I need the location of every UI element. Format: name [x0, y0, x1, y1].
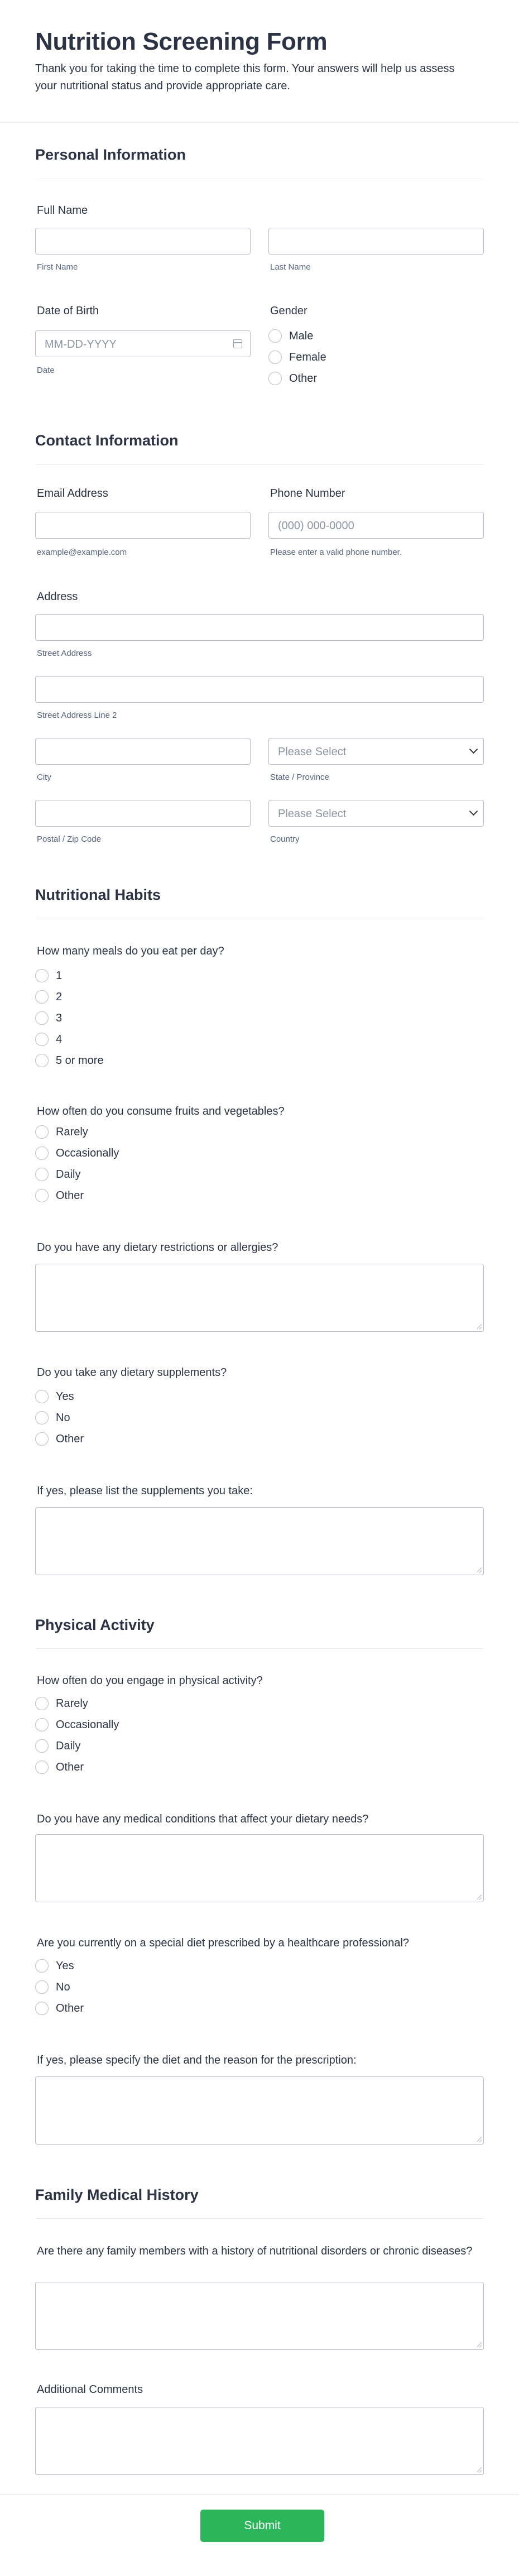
- section-heading-habits: Nutritional Habits: [35, 886, 161, 903]
- supplements-option-label: No: [56, 1412, 70, 1424]
- state-select[interactable]: [268, 738, 484, 765]
- section-divider: [35, 464, 484, 465]
- conditions-label: Do you have any medical conditions that affect your dietary needs?: [37, 1813, 369, 1825]
- meals-option-label: 4: [56, 1033, 63, 1045]
- calendar-icon[interactable]: [233, 339, 242, 348]
- fruits-label: How often do you consume fruits and vegetables?: [37, 1105, 285, 1117]
- address-label: Address: [37, 591, 78, 603]
- supplements-list-label: If yes, please list the supplements you take:: [37, 1485, 253, 1497]
- family-history-label: Are there any family members with a history of nutritional disorders or chronic diseases?: [37, 2245, 473, 2257]
- phone-sublabel: Please enter a valid phone number.: [270, 548, 402, 557]
- resize-handle-icon[interactable]: [476, 1324, 482, 1330]
- section-heading-contact: Contact Information: [35, 432, 179, 449]
- dob-placeholder: MM-DD-YYYY: [45, 338, 117, 351]
- header-divider: [0, 122, 519, 123]
- phone-placeholder: (000) 000-0000: [278, 520, 354, 532]
- conditions-textarea[interactable]: [35, 1834, 484, 1902]
- fruits-option-label: Other: [56, 1189, 84, 1202]
- activity-frequency-label: How often do you engage in physical activity?: [37, 1675, 263, 1687]
- activity-option-label: Daily: [56, 1740, 81, 1752]
- phone-input[interactable]: [268, 512, 484, 539]
- fruits-option-label: Occasionally: [56, 1147, 119, 1159]
- chevron-down-icon: [469, 807, 478, 816]
- special-diet-option-label: Other: [56, 2002, 84, 2014]
- street-address-line2-sublabel: Street Address Line 2: [37, 711, 117, 720]
- email-label: Email Address: [37, 487, 108, 500]
- activity-radio-daily[interactable]: [35, 1739, 49, 1753]
- special-diet-option-label: Yes: [56, 1960, 74, 1972]
- city-sublabel: City: [37, 773, 51, 782]
- dob-input[interactable]: [35, 330, 251, 357]
- diet-reason-textarea[interactable]: [35, 2076, 484, 2145]
- supplements-option-label: Other: [56, 1433, 84, 1445]
- supplements-radio-other[interactable]: [35, 1432, 49, 1446]
- special-diet-radio-no[interactable]: [35, 1980, 49, 1994]
- fruits-radio-other[interactable]: [35, 1189, 49, 1202]
- resize-handle-icon[interactable]: [476, 2342, 482, 2348]
- meals-radio-3[interactable]: [35, 1011, 49, 1025]
- resize-handle-icon[interactable]: [476, 1567, 482, 1573]
- gender-radio-other[interactable]: [268, 372, 282, 385]
- activity-option-label: Occasionally: [56, 1719, 119, 1731]
- form-subtitle: Thank you for taking the time to complete this form. Your answers will help us assess your nutritional status and provide appropriate care.: [35, 63, 455, 92]
- gender-label: Gender: [270, 305, 307, 317]
- meals-option-label: 5 or more: [56, 1054, 104, 1067]
- family-history-textarea[interactable]: [35, 2282, 484, 2350]
- zip-sublabel: Postal / Zip Code: [37, 834, 102, 844]
- form-title: Nutrition Screening Form: [35, 28, 328, 55]
- activity-radio-other[interactable]: [35, 1760, 49, 1774]
- street-address-input[interactable]: [35, 614, 484, 641]
- submit-button[interactable]: Submit: [200, 2510, 324, 2542]
- fruits-option-label: Rarely: [56, 1126, 88, 1138]
- meals-option-label: 1: [56, 970, 63, 982]
- section-divider: [35, 2218, 484, 2219]
- supplements-label: Do you take any dietary supplements?: [37, 1366, 227, 1379]
- supplements-list-textarea[interactable]: [35, 1507, 484, 1575]
- gender-radio-male[interactable]: [268, 329, 282, 343]
- fruits-option-label: Daily: [56, 1168, 81, 1181]
- meals-radio-1[interactable]: [35, 969, 49, 982]
- country-placeholder: Please Select: [278, 808, 347, 820]
- dob-sublabel: Date: [37, 366, 55, 375]
- gender-option-label: Male: [289, 330, 314, 342]
- fruits-radio-occasionally[interactable]: [35, 1147, 49, 1160]
- email-sublabel: example@example.com: [37, 548, 127, 557]
- last-name-sublabel: Last Name: [270, 262, 311, 272]
- footer-divider: [0, 2494, 519, 2495]
- activity-radio-occasionally[interactable]: [35, 1718, 49, 1731]
- section-heading-activity: Physical Activity: [35, 1616, 155, 1633]
- additional-comments-label: Additional Comments: [37, 2383, 143, 2396]
- activity-radio-rarely[interactable]: [35, 1697, 49, 1710]
- street-address-line2-input[interactable]: [35, 676, 484, 703]
- activity-option-label: Other: [56, 1761, 84, 1773]
- state-placeholder: Please Select: [278, 746, 347, 758]
- email-input[interactable]: [35, 512, 251, 539]
- resize-handle-icon[interactable]: [476, 2137, 482, 2142]
- meals-radio-5-or-more[interactable]: [35, 1054, 49, 1067]
- supplements-radio-no[interactable]: [35, 1411, 49, 1424]
- gender-option-label: Other: [289, 372, 318, 385]
- special-diet-radio-yes[interactable]: [35, 1959, 49, 1973]
- chevron-down-icon: [469, 745, 478, 754]
- city-input[interactable]: [35, 738, 251, 765]
- resize-handle-icon[interactable]: [476, 2467, 482, 2473]
- section-heading-personal: Personal Information: [35, 146, 186, 163]
- restrictions-label: Do you have any dietary restrictions or allergies?: [37, 1241, 278, 1254]
- first-name-input[interactable]: [35, 228, 251, 255]
- full-name-label: Full Name: [37, 204, 88, 217]
- zip-input[interactable]: [35, 800, 251, 827]
- supplements-option-label: Yes: [56, 1390, 74, 1403]
- street-address-sublabel: Street Address: [37, 649, 92, 658]
- meals-radio-4[interactable]: [35, 1033, 49, 1046]
- section-divider: [35, 1648, 484, 1649]
- diet-reason-label: If yes, please specify the diet and the reason for the prescription:: [37, 2054, 357, 2066]
- last-name-input[interactable]: [268, 228, 484, 255]
- meals-option-label: 2: [56, 991, 63, 1003]
- resize-handle-icon[interactable]: [476, 1894, 482, 1900]
- fruits-radio-daily[interactable]: [35, 1168, 49, 1181]
- first-name-sublabel: First Name: [37, 262, 78, 272]
- fruits-radio-rarely[interactable]: [35, 1125, 49, 1139]
- phone-label: Phone Number: [270, 487, 345, 500]
- section-heading-family: Family Medical History: [35, 2186, 199, 2203]
- dob-label: Date of Birth: [37, 305, 99, 317]
- country-sublabel: Country: [270, 834, 300, 844]
- restrictions-textarea[interactable]: [35, 1264, 484, 1332]
- meals-radio-2[interactable]: [35, 990, 49, 1004]
- activity-option-label: Rarely: [56, 1697, 88, 1710]
- gender-option-label: Female: [289, 351, 326, 363]
- additional-comments-textarea[interactable]: [35, 2407, 484, 2475]
- meals-option-label: 3: [56, 1012, 63, 1024]
- special-diet-radio-other[interactable]: [35, 2002, 49, 2015]
- state-sublabel: State / Province: [270, 773, 329, 782]
- country-select[interactable]: [268, 800, 484, 827]
- gender-radio-female[interactable]: [268, 351, 282, 364]
- meals-label: How many meals do you eat per day?: [37, 945, 224, 957]
- special-diet-label: Are you currently on a special diet prescribed by a healthcare professional?: [37, 1937, 410, 1949]
- special-diet-option-label: No: [56, 1981, 70, 1993]
- supplements-radio-yes[interactable]: [35, 1390, 49, 1403]
